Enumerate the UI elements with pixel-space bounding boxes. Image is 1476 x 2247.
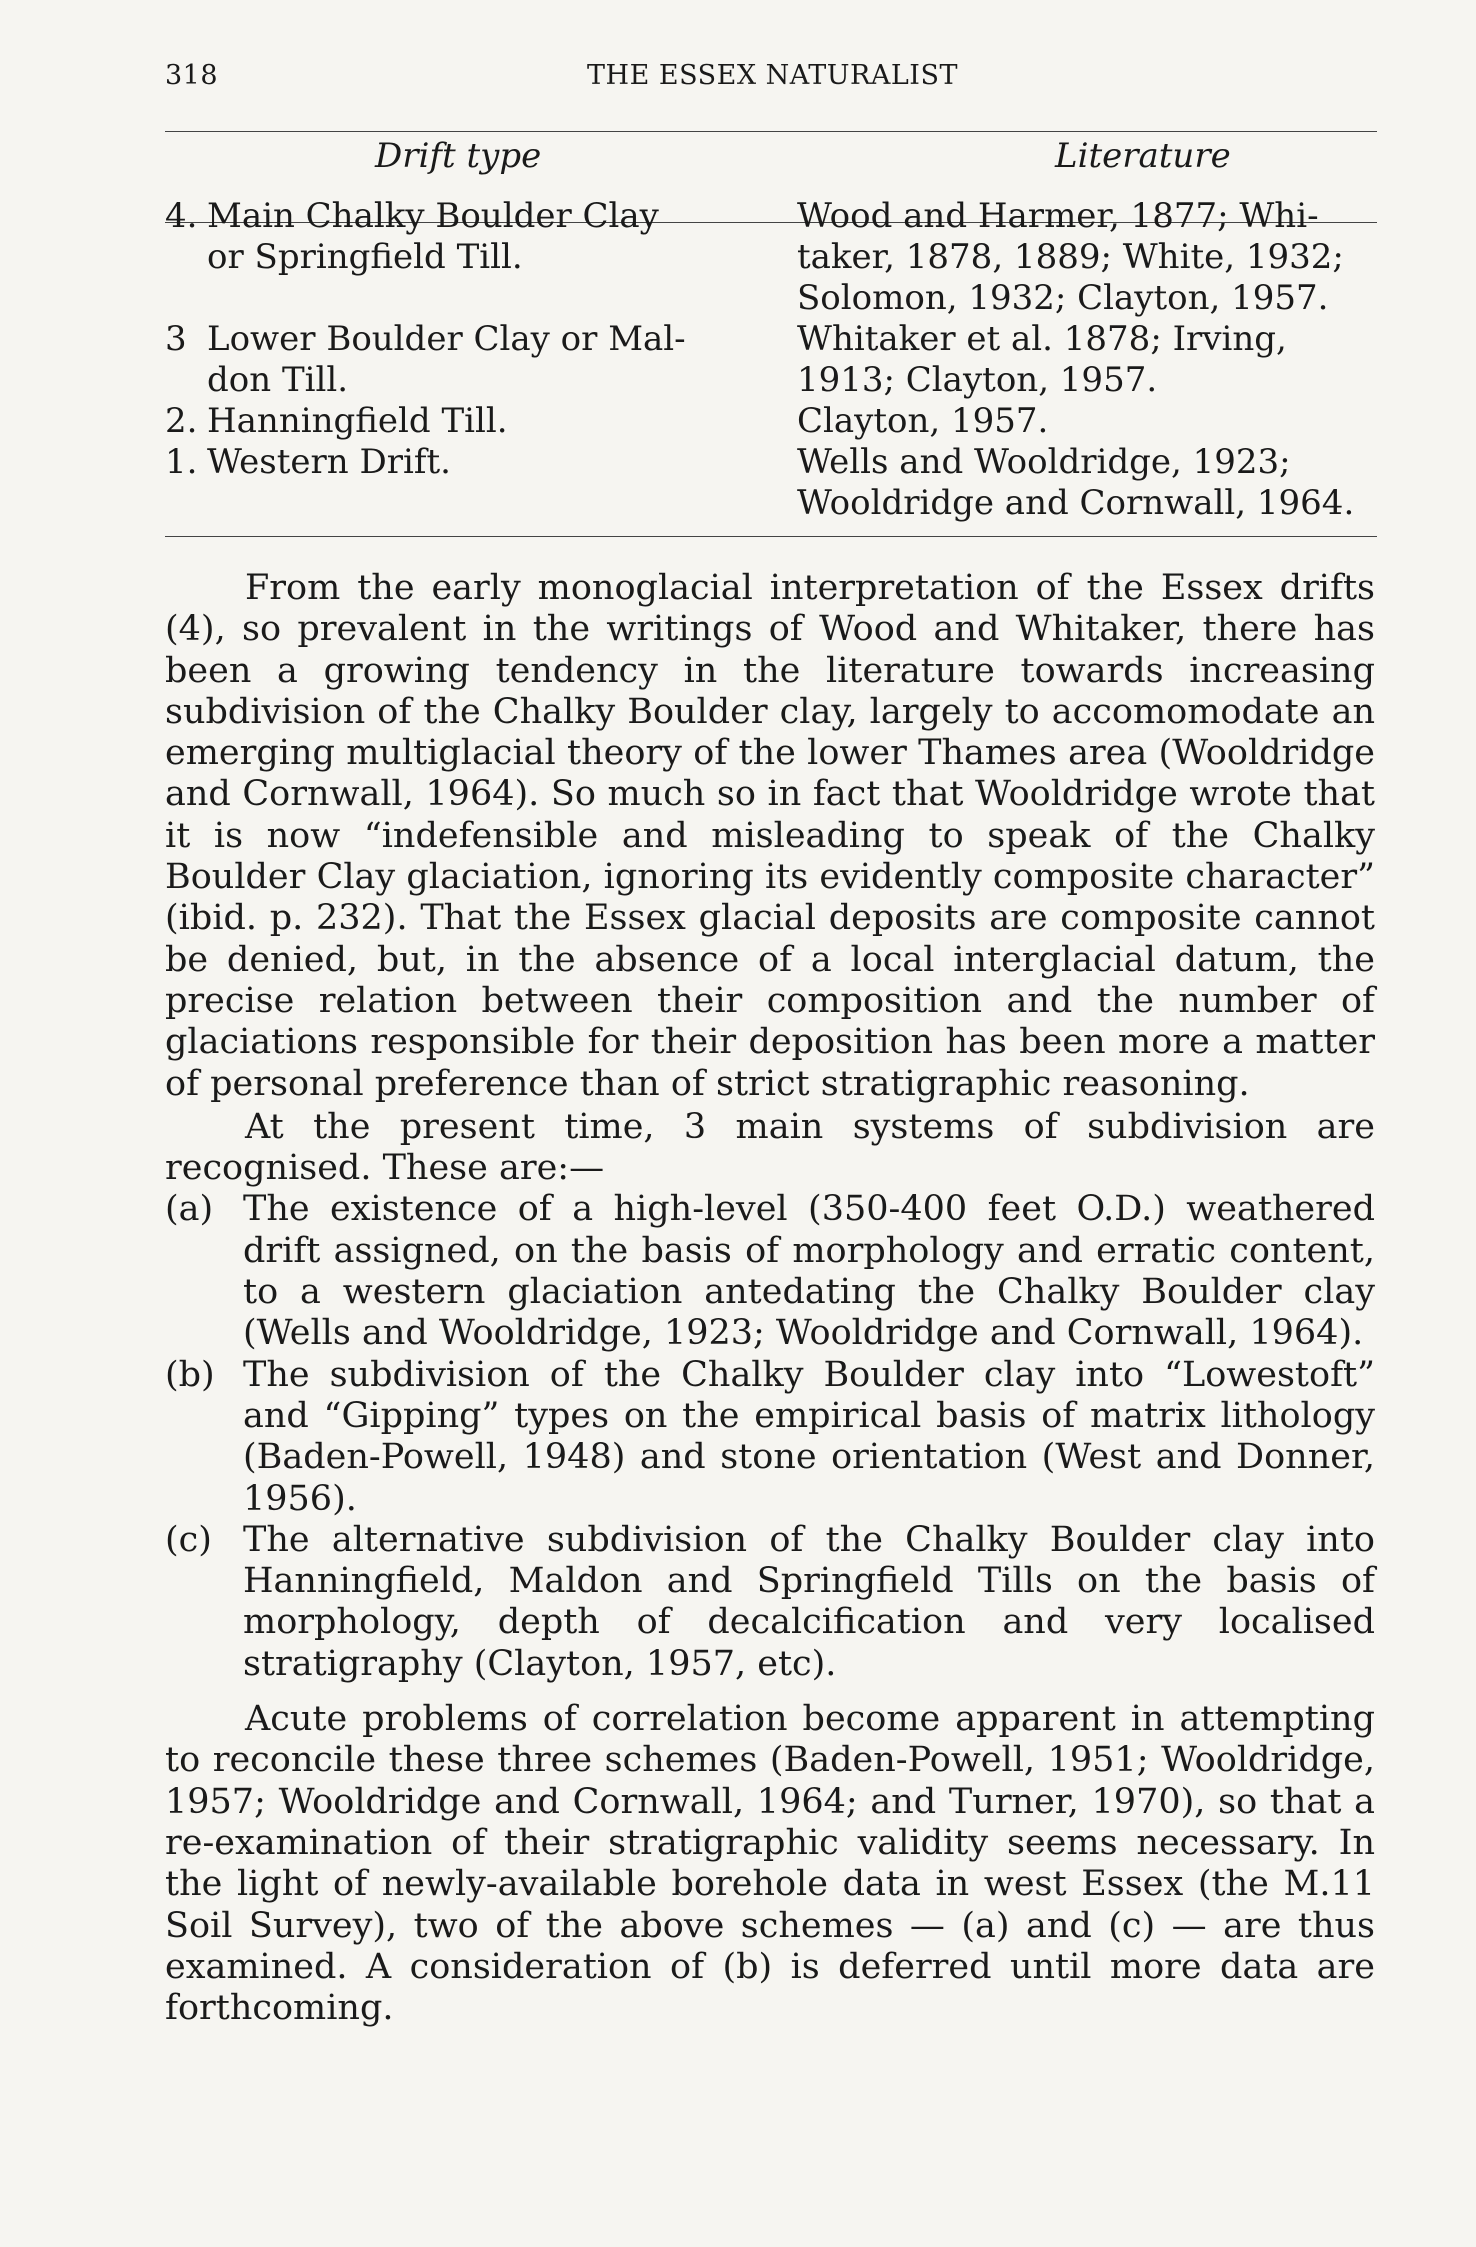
- list-item: [165, 1520, 1375, 1685]
- list-label: (c): [165, 1519, 212, 1560]
- list-text: The subdivision of the Chalky Boulder clay into “Lowestoft” and “Gipping” types on the empirical basis of matrix lithology (Baden-Powell, 1948) and stone orientation (West and Donner, 1956).: [243, 1354, 1375, 1519]
- literature-cell: [797, 196, 1377, 319]
- table-row: [165, 442, 1377, 524]
- list-item: [165, 1355, 1375, 1520]
- cell-line: Lower Boulder Clay or Mal-: [207, 319, 686, 359]
- list-item: [165, 1189, 1375, 1354]
- drift-type-cell: [207, 196, 797, 319]
- cell-line: Wooldridge and Cornwall, 1964.: [797, 483, 1355, 523]
- literature-cell: [797, 401, 1377, 442]
- paragraph-systems-intro: At the present time, 3 main systems of subdivision are recognised. These are:—: [165, 1106, 1375, 1189]
- cell-line: taker, 1878, 1889; White, 1932;: [797, 237, 1344, 277]
- table-header: [165, 136, 1377, 186]
- table-row: [165, 401, 1377, 442]
- drift-table: [165, 196, 1377, 524]
- paragraph-correlation: Acute problems of correlation become apparent in attempting to reconcile these three schemes (Baden-Powell, 1951; Wooldridge, 1957; Wooldridge and Cornwall, 1964; and Turner, 1970), so that a re-examination of their stratigraphic validity seems necessary. In the light of newly-available borehole data in west Essex (the M.11 Soil Survey), two of the above schemes — (a) and (c) — are thus examined. A consideration of (b) is deferred until more data are forthcoming.: [165, 1699, 1375, 2029]
- list-text: The existence of a high-level (350-400 feet O.D.) weathered drift assigned, on the basis of morphology and erratic content, to a western glaciation antedating the Chalky Boulder clay (Wells and Wooldridge, 1923; Wooldridge and Cornwall, 1964).: [243, 1189, 1375, 1354]
- cell-line: Solomon, 1932; Clayton, 1957.: [797, 278, 1329, 318]
- cell-line: don Till.: [207, 360, 349, 400]
- table-row: [165, 196, 1377, 319]
- literature-cell: [797, 442, 1377, 524]
- list-text: The alternative subdivision of the Chalky Boulder clay into Hanningfield, Maldon and Springfield Tills on the basis of morphology, depth of decalcification and very localised stratigraphy (Clayton, 1957, etc).: [243, 1519, 1375, 1684]
- row-number: 1.: [165, 442, 198, 482]
- list-label: (b): [165, 1354, 215, 1395]
- table-row: [165, 319, 1377, 401]
- journal-title: THE ESSEX NATURALIST: [587, 60, 958, 91]
- row-number: 2.: [165, 401, 198, 441]
- list-label: (a): [165, 1189, 214, 1230]
- table-top-rule: [165, 131, 1377, 132]
- page-number: 318: [165, 60, 219, 91]
- drift-type-cell: [207, 319, 797, 401]
- row-number: 3: [165, 319, 187, 359]
- running-head: [165, 60, 1380, 100]
- table-bottom-rule: [165, 536, 1377, 537]
- cell-line: or Springfield Till.: [207, 237, 523, 277]
- cell-line: Clayton, 1957.: [797, 401, 1049, 441]
- body-text: [165, 568, 1375, 2029]
- column-header-drift-type: Drift type: [375, 136, 542, 176]
- paragraph-monoglacial: From the early monoglacial interpretation of the Essex drifts (4), so prevalent in the writings of Wood and Whitaker, there has been a growing tendency in the literature towards increasing subdivision of the Chalky Boulder clay, largely to accomomodate an emerging multiglacial theory of the lower Thames area (Wooldridge and Cornwall, 1964). So much so in fact that Wooldridge wrote that it is now “indefensible and misleading to speak of the Chalky Boulder Clay glaciation, ignoring its evidently composite character” (ibid. p. 232). That the Essex glacial deposits are composite cannot be denied, but, in the absence of a local interglacial datum, the precise relation between their composition and the number of glaciations responsible for their deposition has been more a matter of personal preference than of strict stratigraphic reasoning.: [165, 568, 1375, 1104]
- literature-cell: [797, 319, 1377, 401]
- cell-line: Main Chalky Boulder Clay: [207, 196, 659, 236]
- cell-line: 1913; Clayton, 1957.: [797, 360, 1158, 400]
- cell-line: Whitaker et al. 1878; Irving,: [797, 319, 1287, 359]
- row-number: 4.: [165, 196, 198, 236]
- drift-type-cell: [207, 442, 797, 524]
- cell-line: Hanningfield Till.: [207, 401, 508, 441]
- cell-line: Wood and Harmer, 1877; Whi-: [797, 196, 1319, 236]
- drift-type-cell: [207, 401, 797, 442]
- column-header-literature: Literature: [1055, 136, 1231, 176]
- cell-line: Wells and Wooldridge, 1923;: [797, 442, 1291, 482]
- cell-line: Western Drift.: [207, 442, 451, 482]
